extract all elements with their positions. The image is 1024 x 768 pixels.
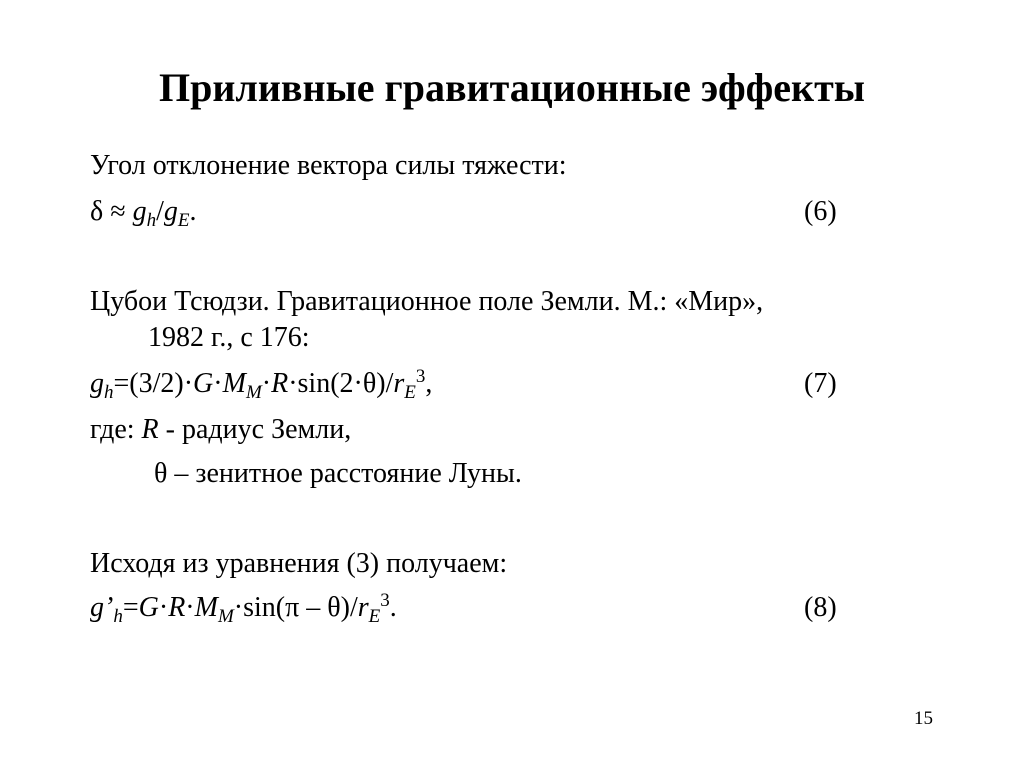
where-R: R — [141, 414, 159, 445]
where-prefix: где: — [90, 414, 142, 445]
eq6-g-e: g — [163, 196, 178, 227]
eq6-end: . — [189, 196, 197, 227]
theta-description: θ – зенитное расстояние Луны. — [154, 458, 522, 489]
equation-8-number: (8) — [804, 592, 837, 623]
eq6-part: δ ≈ — [90, 196, 133, 227]
eq7-r: r — [393, 368, 405, 399]
eq8-R: R — [168, 592, 186, 623]
eq7-dot2: · — [261, 368, 272, 399]
equation-7 — [90, 366, 432, 402]
derive-text: Исходя из уравнения (3) получаем: — [90, 548, 508, 579]
eq8-r-sup: 3 — [380, 590, 390, 611]
eq7-M: M — [222, 368, 246, 399]
eq6-sub-h: h — [146, 210, 157, 231]
eq8-r: r — [357, 592, 369, 623]
eq8-g: g’ — [90, 592, 114, 623]
intro-text: Угол отклонение вектора силы тяжести: — [90, 150, 567, 181]
eq7-part1: =(3/2)· — [113, 368, 194, 399]
eq7-r-sup: 3 — [415, 366, 426, 387]
eq7-r-sub: E — [404, 382, 416, 403]
eq7-M-sub: M — [245, 382, 262, 403]
slide-title: Приливные гравитационные эффекты — [159, 65, 865, 110]
eq7-dot1: · — [213, 368, 223, 399]
eq7-end: , — [425, 368, 433, 399]
page-number: 15 — [914, 708, 933, 729]
where-R-desc: - радиус Земли, — [158, 414, 352, 445]
eq7-R: R — [271, 368, 289, 399]
equation-6 — [90, 194, 196, 230]
eq8-M-sub: M — [217, 606, 234, 627]
eq8-part2: ·sin(π – θ)/ — [233, 592, 358, 623]
eq6-g-h: g — [132, 196, 147, 227]
equation-6-number: (6) — [804, 196, 837, 227]
eq8-dot1: · — [158, 592, 169, 623]
equation-8 — [90, 590, 397, 626]
eq7-G: G — [193, 368, 214, 399]
eq8-M: M — [194, 592, 218, 623]
eq8-end: . — [389, 592, 397, 623]
eq8-r-sub: E — [368, 606, 381, 627]
where-line — [90, 412, 351, 448]
eq7-g: g — [90, 368, 104, 399]
equation-7-number: (7) — [804, 368, 837, 399]
eq8-eq: = — [122, 592, 139, 623]
eq6-sub-e: E — [177, 210, 190, 231]
eq7-part2: ·sin(2·θ)/ — [288, 368, 394, 399]
eq8-G: G — [138, 592, 159, 623]
eq8-dot2: · — [185, 592, 195, 623]
eq7-g-sub: h — [104, 382, 114, 403]
eq8-g-sub: h — [113, 606, 123, 627]
eq6-slash: / — [156, 196, 164, 227]
reference-line-1: Цубои Тсюдзи. Гравитационное поле Земли. М.: «Мир», — [90, 286, 764, 317]
reference-line-2: 1982 г., с 176: — [148, 322, 310, 353]
